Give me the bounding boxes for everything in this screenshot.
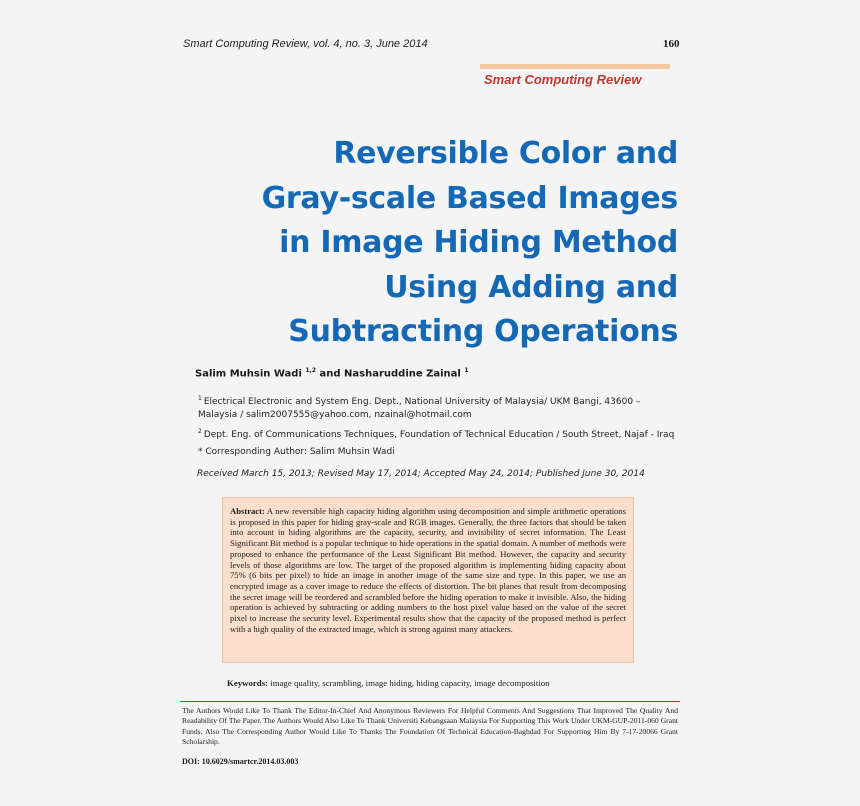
doi: DOI: 10.6029/smartcr.2014.03.003 (182, 757, 299, 766)
author-list (195, 367, 469, 379)
footnote-divider (180, 701, 680, 702)
journal-brand: Smart Computing Review (484, 72, 642, 87)
abstract-text: A new reversible high capacity hiding algorithm using decomposition and simple arithmetic operations is proposed in this paper for hiding gray-scale and RGB images. Generally, the three factors that should be taken into account in hiding algorithms are the capacity, security, and invisibility of secret information. The Least Significant Bit method is a popular technique to hide operations in the spatial domain. A number of methods were proposed to enhance the performance of the Least Significant Bit method. However, the capacity and security levels of those algorithms are low. The target of the proposed algorithm is implementing hiding capacity about 75% (6 bits per pixel) to hide an image in another image of the same size and type. In this paper, we use an encrypted image as a cover image to reduce the effects of distortion. The bit planes that result from decomposing the secret image will be reordered and scrambled before the hiding operation to make it invisible. Also, the hiding operation is achieved by subtracting or adding numbers to the host pixel value based on the value of the secret pixel to increase the security level. Experimental results show that the capacity of the proposed method is perfect with a high quality of the extracted image, which is strong against many attackers. (230, 506, 626, 634)
author-affiliation-mark: 1 (464, 367, 469, 374)
title-line: Gray-scale Based Images (261, 180, 678, 216)
keywords (227, 678, 550, 688)
title-line: Reversible Color and (333, 136, 678, 171)
affiliation-mark: 2 (198, 428, 202, 435)
paper-title (198, 132, 678, 355)
title-line: Subtracting Operations (288, 314, 678, 349)
corresponding-author: * Corresponding Author: Salim Muhsin Wadi (198, 447, 395, 457)
page-number: 160 (663, 38, 680, 50)
brand-bar (480, 64, 670, 69)
keywords-text: image quality, scrambling, image hiding, hiding capacity, image decomposition (268, 678, 550, 688)
affiliation-1 (198, 392, 678, 422)
abstract-label: Abstract: (230, 506, 265, 516)
running-header: Smart Computing Review, vol. 4, no. 3, June 2014 (183, 38, 428, 50)
author-name: Salim Muhsin Wadi (195, 368, 302, 380)
acknowledgement-footnote: The Authors Would Like To Thank The Editor-In-Chief And Anonymous Reviewers For Helpful Comments And Suggestions That Improved The Quality And Readability Of The Paper. The Authors Would Also Like To Thank Universiti Kebangsaan Malaysia For Supporting This Work Under UKM-GUP-2011-060 Grant Funds. Also The Corresponding Author Would Like To Thanks The Foundation Of Technical Education-Baghdad For Supporting Him By 7-17-20066 Grant Scholarship. (182, 706, 678, 746)
abstract-box (222, 497, 634, 663)
affiliation-text: Dept. Eng. of Communications Techniques, Foundation of Technical Education / South Street, Najaf - Iraq (203, 430, 675, 440)
affiliation-mark: 1 (198, 395, 202, 402)
title-line: Using Adding and (384, 269, 678, 305)
affiliation-text: Electrical Electronic and System Eng. Dept., National University of Malaysia/ UKM Bangi, 43600 – Malaysia / salim2007555@yahoo.com, nzainal@hotmail.com (198, 397, 641, 420)
affiliation-2 (198, 425, 674, 442)
author-conjunction: and (316, 368, 345, 380)
author-affiliation-mark: 1,2 (305, 367, 317, 374)
keywords-label: Keywords: (227, 678, 269, 688)
title-line: in Image Hiding Method (279, 225, 678, 260)
author-name: Nasharuddine Zainal (344, 368, 461, 380)
publication-dates: Received March 15, 2013; Revised May 17, 2014; Accepted May 24, 2014; Published June 30, 2014 (197, 469, 645, 479)
